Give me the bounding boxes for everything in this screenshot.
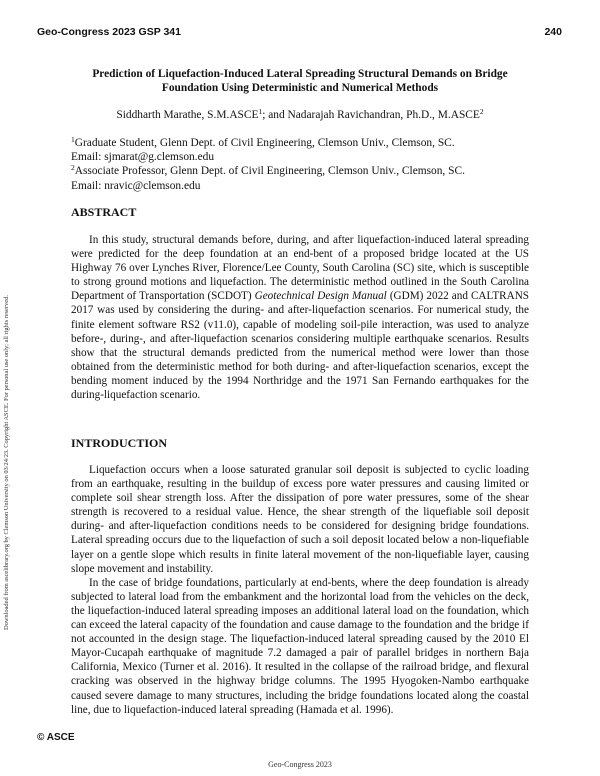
affiliation-sup: 2	[71, 163, 75, 173]
affiliations	[71, 136, 541, 193]
title-line-2: Foundation Using Deterministic and Numerical Methods	[161, 81, 439, 94]
affiliation-line	[71, 136, 541, 150]
running-header: Geo-Congress 2023 GSP 341	[37, 26, 181, 38]
abstract-text-2: (GDM) 2022 and CALTRANS 2017 was used by considering the during- and after-liquefaction scenarios. For numerical study, the finite element software RS2 (v11.0), capable of modeling soil-pile interaction, was used to analyze before-, during-, and after-liquefaction scenarios considering multiple earthquake scenarios. Results show that the structural demands predicted from the numerical method were lower than those obtained from the deterministic method for both during- and after-liquefaction scenarios, except the bending moment induced by the 1994 Northridge and the 1971 San Fernando earthquakes for the during-liquefaction scenario.	[71, 290, 529, 402]
abstract-paragraph	[71, 233, 529, 402]
abstract-heading: ABSTRACT	[71, 205, 137, 219]
author-line	[60, 108, 540, 122]
intro-paragraph-1: Liquefaction occurs when a loose saturated granular soil deposit is subjected to cyclic loading from an earthquake, resulting in the buildup of excess pore water pressures and causing limited or complete soil shear strength loss. After the dissipation of pore water pressures, some of the shear strength is recovered to a residual value. Hence, the shear strength of the liquefiable soil deposit during- and after-liquefaction conditions needs to be considered for designing bridge foundations. Lateral spreading occurs due to the liquefaction of such a soil deposit located below a non-liquefiable layer on a gentle slope which results in finite lateral movement of the non-liquefiable layer, causing slope movement and instability.	[71, 464, 529, 575]
title-line-1: Prediction of Liquefaction-Induced Lateral Spreading Structural Demands on Bridge	[92, 68, 508, 80]
intro-paragraph-2: In the case of bridge foundations, particularly at end-bents, where the deep foundation is already subjected to lateral load from the embankment and the horizontal load from the vehicles on the deck, the liquefaction-induced lateral spreading imposes an additional lateral load on the foundation, which can exceed the lateral capacity of the foundation and cause damage to the foundation and the bridge if not accounted in the design stage. The liquefaction-induced lateral spreading caused by the 2010 El Mayor-Cucapah earthquake of magnitude 7.2 damaged a pair of parallel bridges in northern Baja California, Mexico (Turner et al. 2016). It resulted in the collapse of the railroad bridge, and flexural cracking was observed in the highway bridge columns. The 1995 Hyogoken-Nambo earthquake caused severe damage to many structures, including the bridge foundations located along the coastal line, due to liquefaction-induced lateral spreading (Hamada et al. 1996).	[71, 576, 529, 716]
affiliation-text: Associate Professor, Glenn Dept. of Civil Engineering, Clemson Univ., Clemson, SC.	[74, 165, 465, 178]
affiliation-line	[71, 164, 541, 178]
download-notice-text: Downloaded from ascelibrary.org by Clemson University on 03/24/23. Copyright ASCE. For personal use only; all rights reserved.	[3, 295, 10, 630]
abstract-text-1: In this study, structural demands before, during, and after liquefaction-induced lateral spreading were predicted for the deep foundation at an end-bent of a proposed bridge located at the US Highway 76 over Lynches River, Florence/Lee County, South Carolina (SC) site, which is susceptible to strong ground motions and liquefaction. The deterministic method outlined in the South Carolina Department of Transportation (SCDOT)	[71, 234, 529, 303]
introduction-heading: INTRODUCTION	[71, 436, 168, 450]
download-notice	[1, 180, 15, 630]
paper-title	[60, 68, 540, 95]
affiliation-email: Email: sjmarat@g.clemson.edu	[71, 151, 215, 164]
affiliation-text: Graduate Student, Glenn Dept. of Civil Engineering, Clemson Univ., Clemson, SC.	[74, 137, 455, 149]
footer-conference: Geo-Congress 2023	[268, 760, 332, 769]
author-1: Siddharth Marathe, S.M.ASCE	[116, 109, 259, 121]
abstract-body	[71, 233, 529, 402]
author-2: ; and Nadarajah Ravichandran, Ph.D., M.ASCE	[262, 109, 480, 121]
affiliation-sup: 1	[71, 135, 75, 144]
affiliation-email: Email: nravic@clemson.edu	[71, 179, 201, 192]
introduction-body	[71, 463, 529, 717]
author-2-sup: 2	[479, 107, 484, 116]
page-number: 240	[544, 26, 562, 38]
abstract-text-italic: Geotechnical Design Manual	[254, 290, 387, 303]
author-1-sup: 1	[258, 107, 263, 116]
copyright-mark: © ASCE	[37, 732, 75, 743]
affiliation-line	[71, 150, 541, 164]
affiliation-line	[71, 179, 541, 193]
